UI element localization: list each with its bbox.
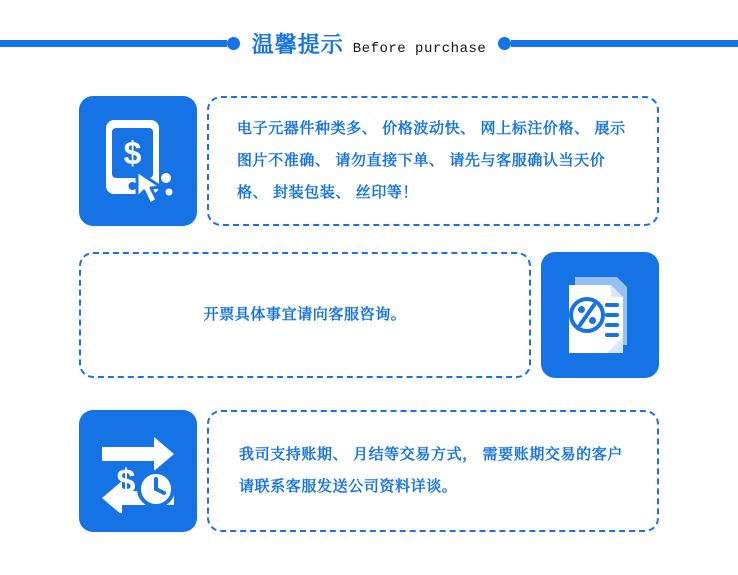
header-title: [240, 28, 499, 59]
notice-row-2: [79, 252, 659, 378]
notice-text-box-1: [207, 96, 659, 226]
page-title-en: Before purchase: [352, 40, 487, 57]
svg-text:$: $: [116, 463, 136, 501]
notice-text-box-3: [207, 410, 659, 532]
notice-text-1: 电子元器件种类多、 价格波动快、 网上标注价格、 展示图片不准确、 请勿直接下单、 请先与客服确认当天价格、 封装包装、 丝印等！: [237, 120, 626, 201]
header-dot-right: [498, 37, 511, 50]
notice-text-2: 开票具体事宜请向客服咨询。: [203, 306, 407, 323]
page-title-cn: 温馨提示: [251, 31, 344, 57]
notice-text-3: 我司支持账期、 月结等交易方式， 需要账期交易的客户请联系客服发送公司资料详谈。: [239, 446, 623, 495]
section-header: [0, 26, 738, 60]
mobile-price-tap-icon: [79, 96, 197, 226]
invoice-percent-icon: [541, 252, 659, 378]
header-dot-left: [227, 37, 240, 50]
notice-row-1: [79, 96, 659, 226]
header-rule-right: [511, 40, 738, 47]
header-rule-left: [0, 40, 227, 47]
notice-row-3: [79, 410, 659, 532]
notice-text-box-2: [79, 252, 531, 378]
payment-terms-clock-icon: [79, 410, 197, 532]
svg-text:$: $: [123, 135, 142, 171]
